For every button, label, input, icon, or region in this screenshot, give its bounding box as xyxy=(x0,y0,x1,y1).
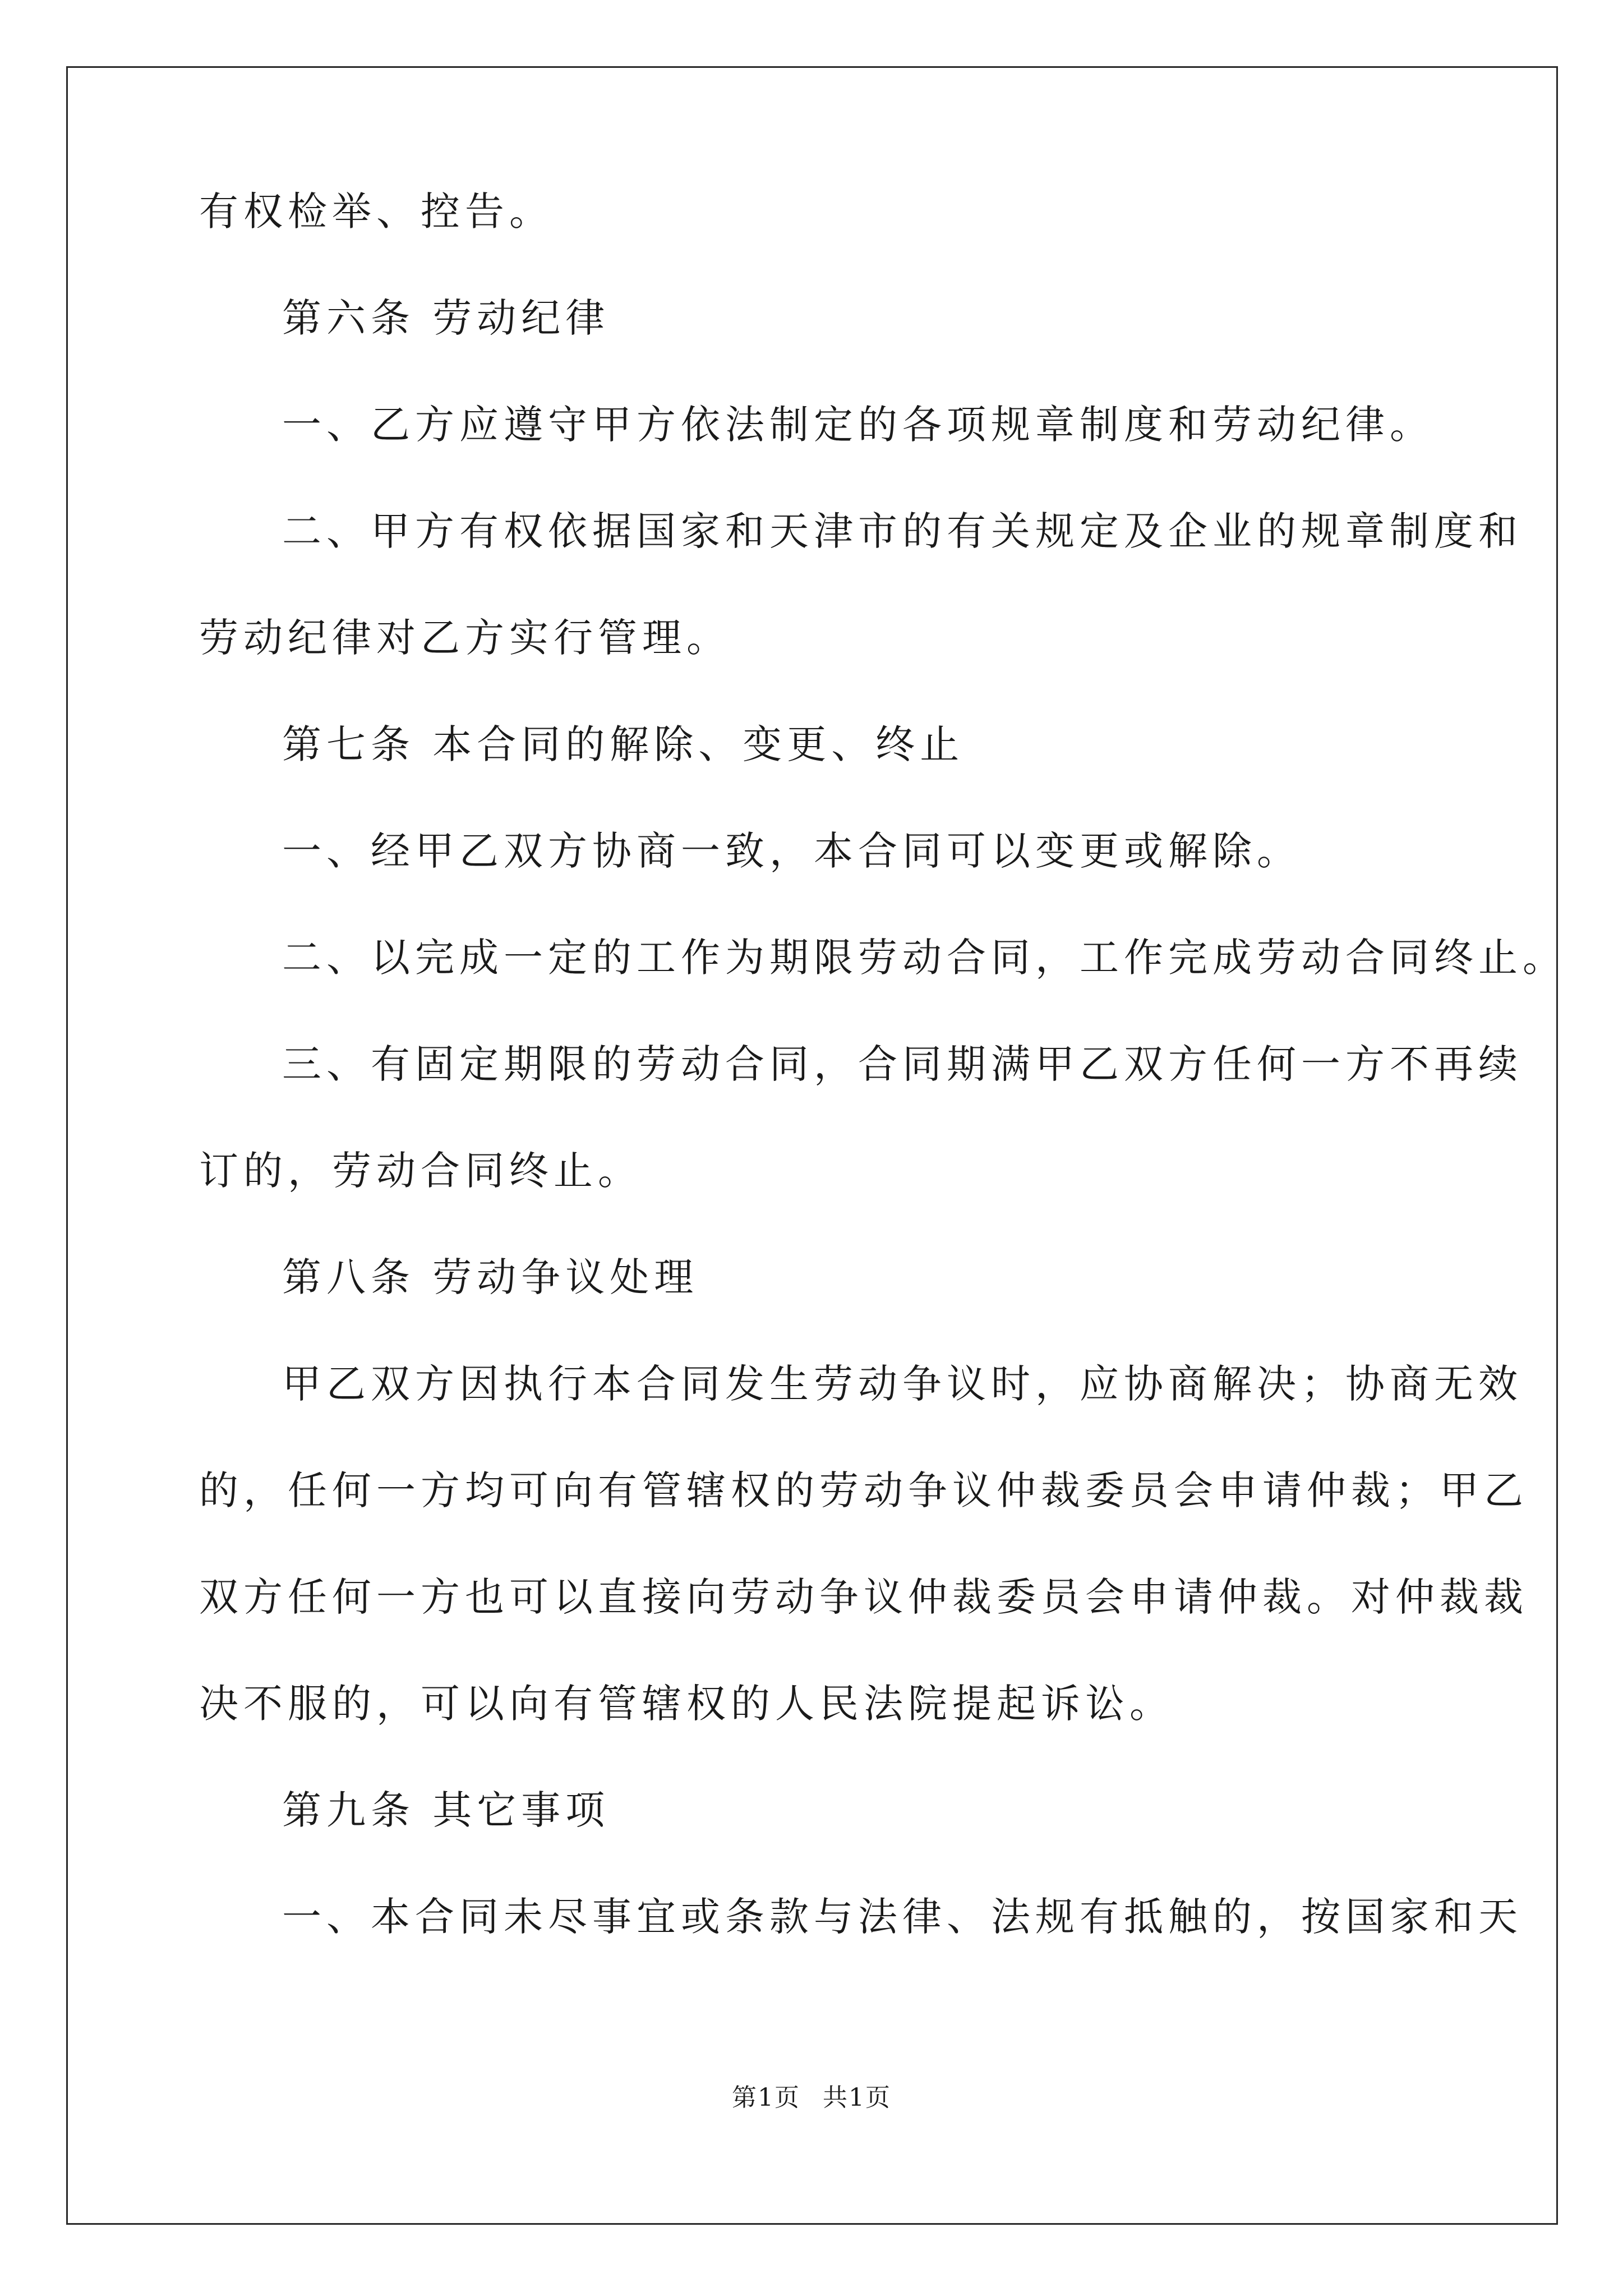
text-line: 劳动纪律对乙方实行管理。 xyxy=(199,615,731,661)
text-line: 三、有固定期限的劳动合同，合同期满甲乙双方任何一方不再续 xyxy=(282,1041,1523,1087)
text-line: 一、本合同未尽事宜或条款与法律、法规有抵触的，按国家和天 xyxy=(282,1894,1523,1940)
text-line: 的，任何一方均可向有管辖权的劳动争议仲裁委员会申请仲裁；甲乙 xyxy=(199,1467,1528,1513)
section-heading: 第七条 本合同的解除、变更、终止 xyxy=(282,721,965,767)
text-line: 二、甲方有权依据国家和天津市的有关规定及企业的规章制度和 xyxy=(282,508,1523,554)
text-line: 双方任何一方也可以直接向劳动争议仲裁委员会申请仲裁。对仲裁裁 xyxy=(199,1574,1528,1620)
text-line: 一、乙方应遵守甲方依法制定的各项规章制度和劳动纪律。 xyxy=(282,402,1434,448)
page-number: 第1页 xyxy=(732,2083,800,2112)
section-heading: 第九条 其它事项 xyxy=(282,1787,610,1833)
text-line: 决不服的，可以向有管辖权的人民法院提起诉讼。 xyxy=(199,1681,1174,1727)
text-line: 甲乙双方因执行本合同发生劳动争议时，应协商解决；协商无效 xyxy=(282,1361,1523,1407)
text-line: 一、经甲乙双方协商一致，本合同可以变更或解除。 xyxy=(282,828,1301,874)
text-line: 有权检举、控告。 xyxy=(199,188,554,234)
page-footer xyxy=(0,2081,1623,2115)
text-line: 二、以完成一定的工作为期限劳动合同，工作完成劳动合同终止。 xyxy=(282,935,1567,981)
text-line: 订的，劳动合同终止。 xyxy=(199,1148,642,1194)
section-heading: 第八条 劳动争议处理 xyxy=(282,1254,699,1300)
document-body xyxy=(199,185,1567,1997)
page-total: 共1页 xyxy=(823,2083,891,2112)
section-heading: 第六条 劳动纪律 xyxy=(282,295,610,341)
